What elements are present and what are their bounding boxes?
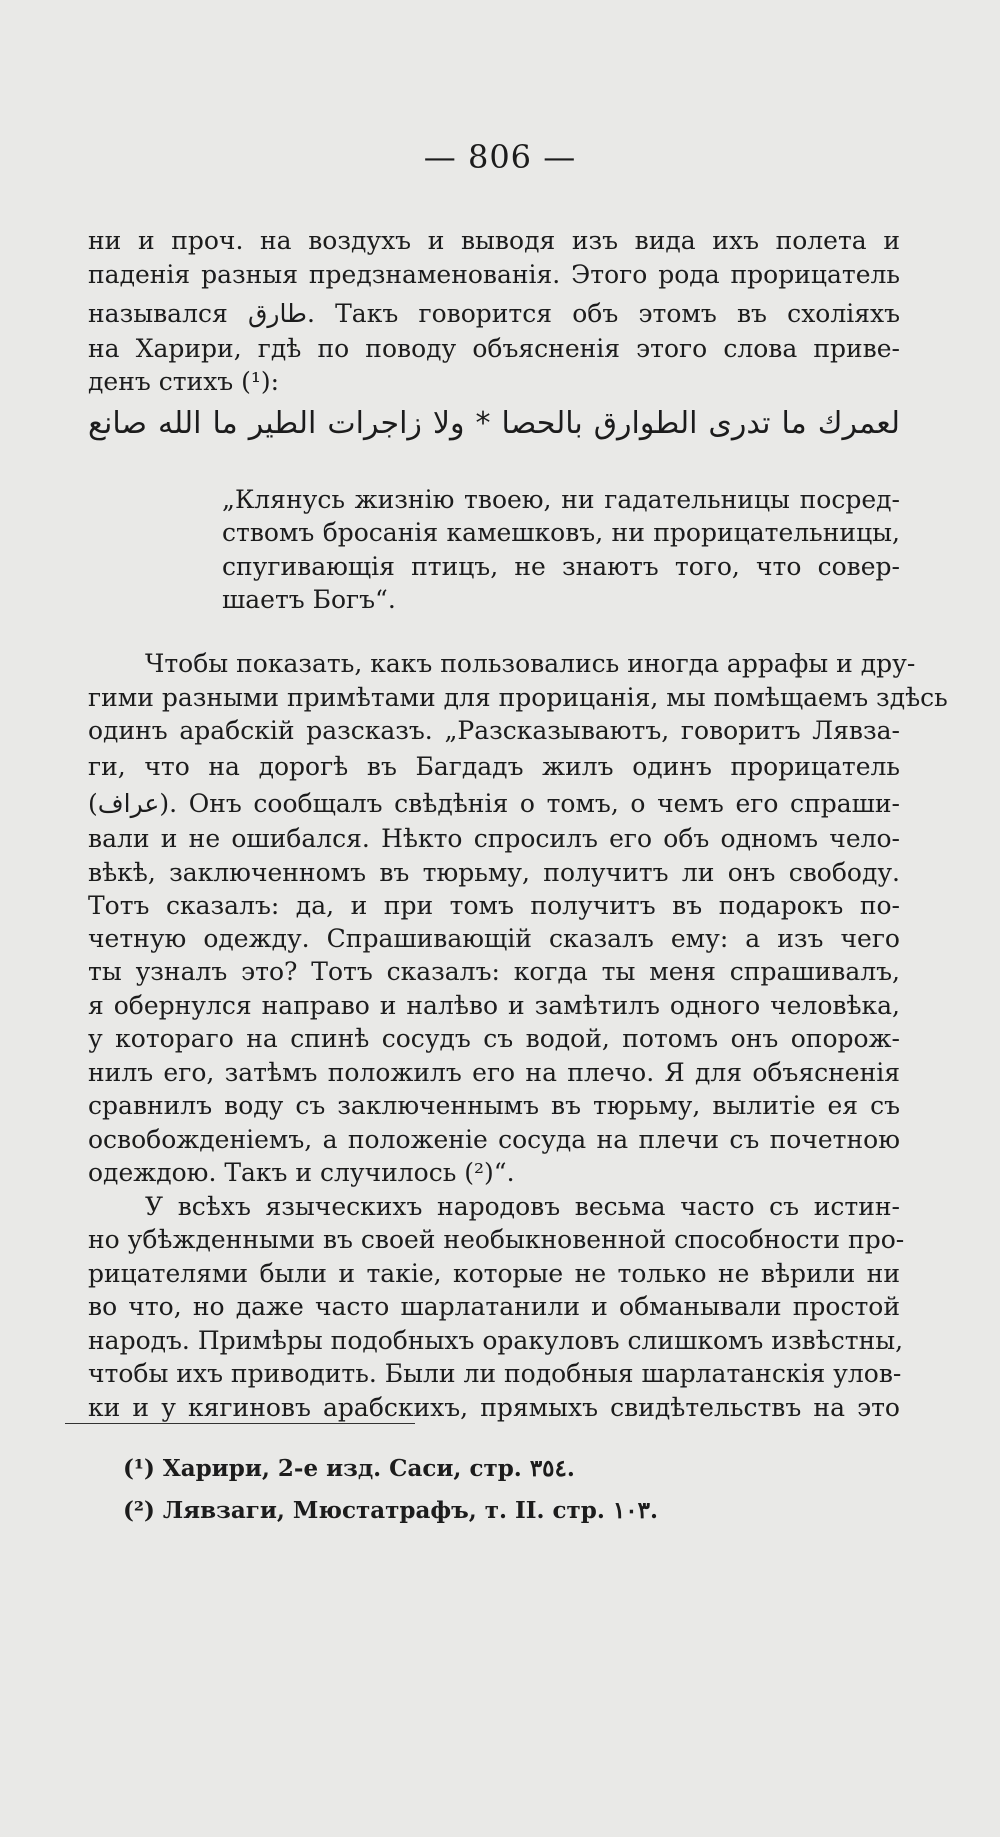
para2-line-8: Тотъ сказалъ: да, и при томъ получитъ въ подарокъ по- — [88, 891, 900, 920]
para2-line-10: ты узналъ это? Тотъ сказалъ: когда ты меня спрашивалъ, — [88, 957, 900, 986]
para1-line-1: ни и проч. на воздухъ и выводя изъ вида ихъ полета и — [88, 226, 900, 255]
para2-line-15: освобожденіемъ, а положеніе сосуда на плечи съ почетною — [88, 1125, 900, 1154]
page-number: — 806 — — [423, 138, 577, 176]
para2-line-2: гими разными примѣтами для прорицанія, мы помѣщаемъ здѣсь — [88, 683, 948, 712]
para3-line-4: во что, но даже часто шарлатанили и обманывали простой — [88, 1292, 900, 1321]
quote-line-4: шаетъ Богъ“. — [222, 585, 396, 614]
para2-line-1: Чтобы показать, какъ пользовались иногда аррафы и дру- — [145, 649, 916, 678]
quote-line-3: спугивающія птицъ, не знаютъ того, что совер- — [222, 552, 900, 581]
para1-line-3: назывался طارق. Такъ говорится объ этомъ въ схоліяхъ — [88, 299, 900, 328]
para2-line-12: у котораго на спинѣ сосудъ съ водой, потомъ онъ опорож- — [88, 1024, 900, 1053]
arabic-verse: لعمرك ما تدرى الطوارق بالحصا * ولا زاجرات الطير ما الله صانع — [88, 406, 900, 441]
para1-line-2: паденія разныя предзнаменованія. Этого рода прорицатель — [88, 260, 900, 289]
para2-line-6: вали и не ошибался. Нѣкто спросилъ его объ одномъ чело- — [88, 824, 900, 853]
para2-line-16: одеждою. Такъ и случилось (²)“. — [88, 1158, 515, 1187]
para1-line-5: денъ стихъ (¹): — [88, 367, 280, 396]
para3-line-7: ки и у кягиновъ арабскихъ, прямыхъ свидѣтельствъ на это — [88, 1393, 900, 1422]
footnote-divider — [65, 1423, 415, 1424]
para2-line-9: четную одежду. Спрашивающій сказалъ ему: а изъ чего — [88, 924, 900, 953]
para1-line-4: на Харири, гдѣ по поводу объясненія этого слова приве- — [88, 334, 900, 363]
para2-line-14: сравнилъ воду съ заключеннымъ въ тюрьму, вылитіе ея съ — [88, 1091, 900, 1120]
para2-line-11: я обернулся направо и налѣво и замѣтилъ одного человѣка, — [88, 991, 900, 1020]
quote-line-2: ствомъ бросанія камешковъ, ни прорицательницы, — [222, 518, 900, 547]
para2-line-13: нилъ его, затѣмъ положилъ его на плечо. Я для объясненія — [88, 1058, 900, 1087]
footnote-1: (¹) Харири, 2-е изд. Саси, стр. ٣٥٤. — [123, 1455, 575, 1482]
para2-line-3: одинъ арабскій разсказъ. „Разсказываютъ, говоритъ Лявза- — [88, 716, 900, 745]
para2-line-4: ги, что на дорогѣ въ Багдадъ жилъ одинъ прорицатель — [88, 752, 900, 781]
para3-line-3: рицателями были и такіе, которые не только не вѣрили ни — [88, 1259, 900, 1288]
quote-line-1: „Клянусь жизнію твоею, ни гадательницы посред- — [222, 485, 900, 514]
para2-line-7: вѣкѣ, заключенномъ въ тюрьму, получитъ ли онъ свободу. — [88, 858, 900, 887]
para3-line-6: чтобы ихъ приводить. Были ли подобныя шарлатанскія улов- — [88, 1359, 902, 1388]
para3-line-5: народъ. Примѣры подобныхъ оракуловъ слишкомъ извѣстны, — [88, 1326, 904, 1355]
para3-line-2: но убѣжденными въ своей необыкновенной способности про- — [88, 1225, 905, 1254]
para2-line-5: (عراف). Онъ сообщалъ свѣдѣнія о томъ, о чемъ его спраши- — [88, 789, 900, 818]
footnote-2: (²) Лявзаги, Мюстатрафъ, т. II. стр. ١٠٣. — [123, 1497, 658, 1524]
para3-line-1: У всѣхъ языческихъ народовъ весьма часто съ истин- — [145, 1192, 900, 1221]
